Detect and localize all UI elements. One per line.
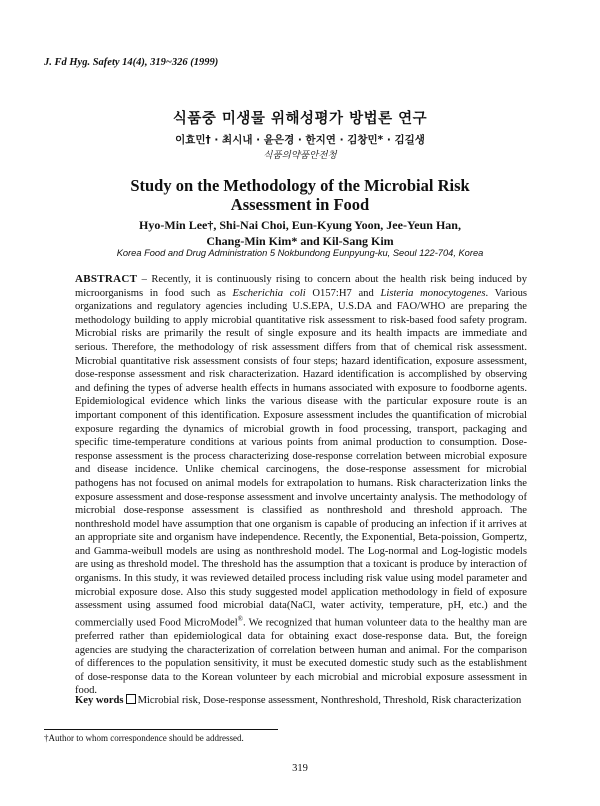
registered-mark: ®: [237, 614, 243, 623]
title-line-2: Assessment in Food: [230, 195, 370, 214]
author-list: [0, 217, 600, 249]
abstract: [75, 273, 527, 698]
abstract-text-3: . Various organizations and regulatory agencies including U.S.EPA, U.S.DA and FAO/WHO are preparing the methodology building to apply microbial quantitative risk assessment to risk-based food safety program. Microbial risks are primarily the result of single exposure and its health impacts are immediate and serious. Therefore, the methodology of risk assessment differs from that of chemical risk assessment. Microbial quantitative risk assessment consists of four steps; hazard identification, exposure assessment, dose-response assessment and risk characterization. Hazard identification is accomplished by observing and defining the types of adverse health effects in humans associated with exposure to foodborne agents. Epidemiological evidence which links the various disease with the particular exposure route is an important component of this identification. Exposure assessment includes the quantification of microbial exposure regarding the dynamics of microbial growth in food processing, transport, packaging and specific time-temperature conditions at various points from animal production to consumption. Dose-response assessment is the process characterizing dose-response correlation between microbial exposure and disease incidence. Unlike chemical carcinogens, the dose-response assessment for microbial pathogens has not focused on animal models for extrapolation to humans. Risk characterization links the exposure assessment and dose-response assessment and involve uncertainty analysis. The methodology of microbial dose-response assessment is classified as nonthreshold and threshold approach. The nonthreshold model have assumption that one organism is capable of producing an infection if it arrives at an appropriate site and organism have independence. Recently, the Exponential, Beta-poission, Gompertz, and Gamma-weibull models are using as nonthreshold model. The Log-normal and Log-logistic models are using as threshold model. The threshold has the assumption that a toxicant is produce by interaction of organisms. In this study, it was reviewed detailed process including risk value using model parameter and microbial exposure dose. Also this study suggested model application methodology in field of exposure assessment using assumed food microbial data(NaCl, water activity, temperature, pH, etc.) and the commercially used Food MicroModel: [75, 287, 527, 629]
abstract-label: ABSTRACT: [75, 273, 138, 285]
korean-affiliation: 식품의약품안전청: [263, 150, 337, 161]
journal-citation: J. Fd Hyg. Safety 14(4), 319~326 (1999): [44, 57, 219, 68]
korean-title: 식품중 미생물 위해성평가 방법론 연구: [172, 111, 428, 127]
abstract-text-1: – Recently, it is continuously rising to concern about the health risk being induced by microorganisms in food such as: [75, 274, 527, 299]
footnote: †Author to whom correspondence should be addressed.: [44, 733, 244, 743]
footnote-divider: [44, 729, 278, 730]
abstract-text-2: O157:H7 and: [305, 287, 381, 299]
keywords-label: Key words: [75, 695, 124, 706]
keywords: [75, 694, 527, 708]
organism-name-listeria: Listeria monocytogenes: [380, 287, 486, 299]
keywords-text: Microbial risk, Dose-response assessment, Nonthreshold, Threshold, Risk characterization: [137, 695, 522, 706]
paper-title: [0, 176, 600, 214]
abstract-text-4: . We recognized that human volunteer data to the healthy man are preferred rather than epidemiological data for obtaining exact dose-response data. But, the foreign agencies are studying the characterization of correlation between human and animal. For the comparison of differences to the population sensitivity, it must be executed domestic study such as the establishment of dose-response data to the Korean volunteer by each microbial and microbial exposure assessment in food.: [75, 617, 528, 697]
page-number: 319: [292, 763, 308, 774]
authors-line-1: Hyo-Min Lee†, Shi-Nai Choi, Eun-Kyung Yoon, Jee-Yeun Han,: [139, 218, 461, 232]
checkbox-square-icon: [126, 694, 136, 704]
affiliation: Korea Food and Drug Administration 5 Nokbundong Eunpyung-ku, Seoul 122-704, Korea: [116, 248, 484, 258]
korean-authors: 이효민† · 최시내 · 윤은경 · 한지연 · 김창민* · 김길생: [175, 134, 425, 146]
authors-line-2: Chang-Min Kim* and Kil-Sang Kim: [206, 234, 394, 248]
title-line-1: Study on the Methodology of the Microbial Risk: [130, 176, 470, 195]
organism-name-ecoli: Escherichia coli: [232, 287, 306, 299]
